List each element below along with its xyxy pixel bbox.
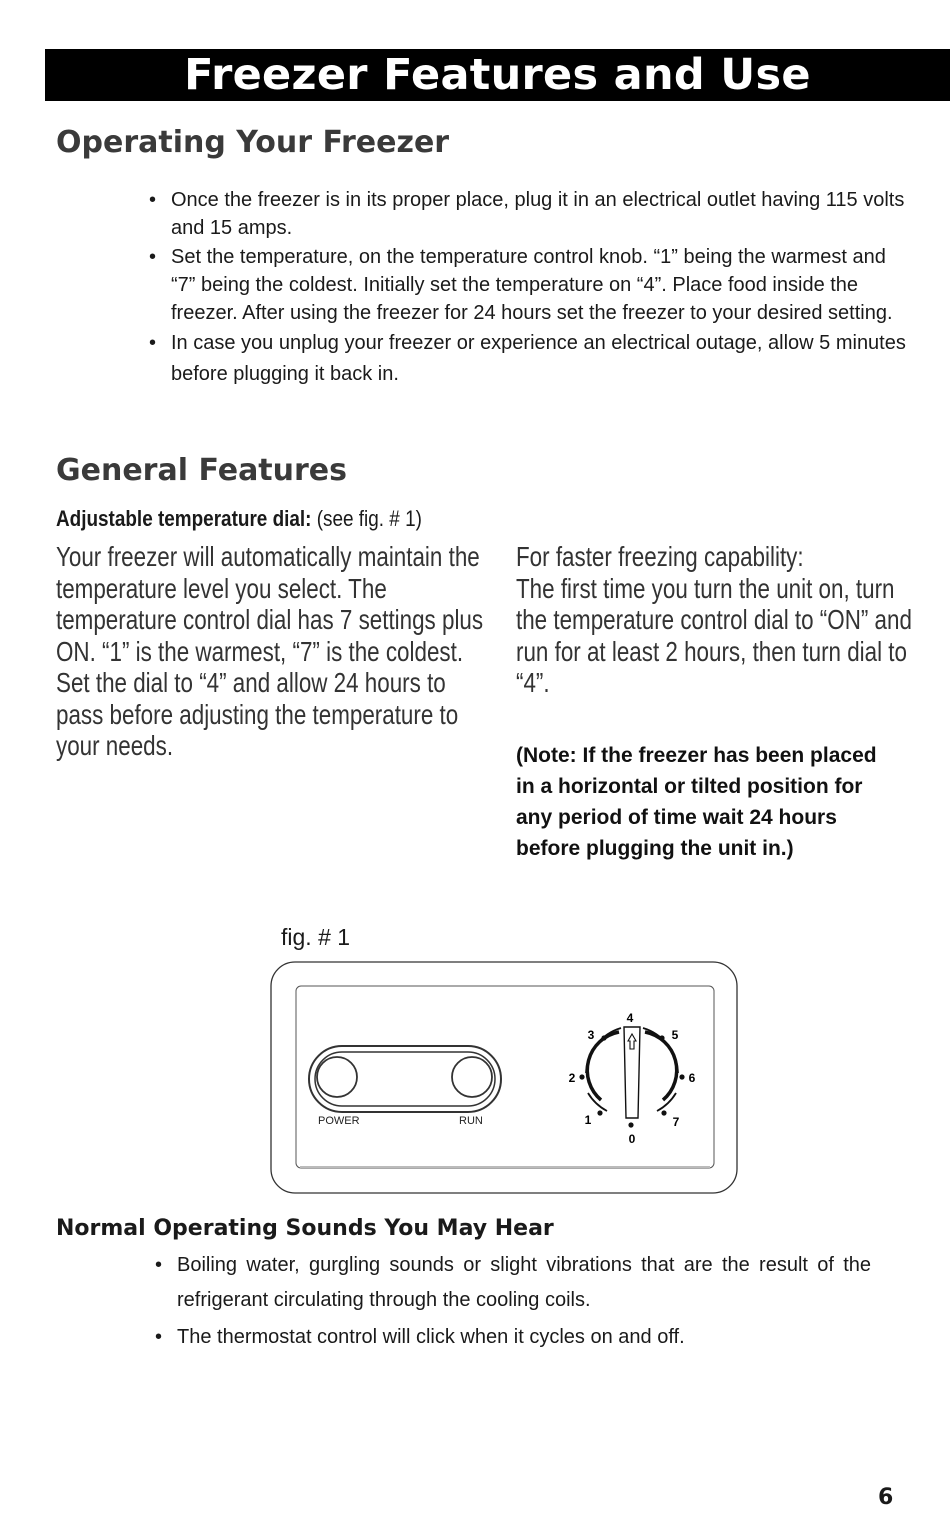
dial-subheading xyxy=(56,505,422,533)
list-item: • The thermostat control will click when it cycles on and off. xyxy=(153,1320,871,1355)
run-label: RUN xyxy=(459,1115,483,1127)
control-panel-illustration xyxy=(270,961,738,1194)
dial-description: Your freezer will automatically maintain the temperature level you select. The temperature control dial has 7 settings plus ON. “1” is the warmest, “7” is the coldest. Set the dial to “4” and allow 24 hours to pass before adjusting the temperature to your needs. xyxy=(56,541,484,761)
list-item: • Once the freezer is in its proper place, plug it in an electrical outlet having 115 volts and 15 amps. xyxy=(147,186,907,242)
dial-number: 3 xyxy=(587,1028,595,1042)
general-features-heading: General Features xyxy=(56,453,348,488)
power-label: POWER xyxy=(318,1115,360,1127)
dial-number: 1 xyxy=(584,1113,592,1127)
dial-number: 4 xyxy=(626,1011,634,1025)
dial-number: 5 xyxy=(671,1028,679,1042)
power-light-icon xyxy=(317,1057,357,1097)
dial-subheading-bold: Adjustable temperature dial: xyxy=(56,506,312,531)
list-item: • Set the temperature, on the temperature control knob. “1” being the warmest and “7” being the coldest. Initially set the temperature on “4”. Place food inside the freezer. After using the freezer for 24 hours set the freezer to your desired setting. xyxy=(147,243,907,327)
page-title: Freezer Features and Use xyxy=(184,50,811,100)
tilt-note: (Note: If the freezer has been placed in a horizontal or tilted position for any period of time wait 24 hours before plugging the unit in.) xyxy=(516,744,877,860)
dial-number: 2 xyxy=(568,1071,576,1085)
list-item: • In case you unplug your freezer or experience an electrical outage, allow 5 minutes before plugging it back in. xyxy=(147,328,907,390)
dial-number: 7 xyxy=(672,1115,680,1129)
fast-freeze-instructions: The first time you turn the unit on, turn the temperature control dial to “ON” and run for at least 2 hours, then turn dial to “4”. xyxy=(516,572,912,698)
figure-caption: fig. # 1 xyxy=(281,924,351,950)
dial-number: 6 xyxy=(688,1071,696,1085)
fast-freeze-description xyxy=(516,541,924,699)
operating-heading: Operating Your Freezer xyxy=(56,125,450,160)
temperature-dial xyxy=(569,1011,696,1146)
page-number: 6 xyxy=(878,1485,894,1510)
dial-subheading-ref: (see fig. # 1) xyxy=(311,506,422,531)
dial-number: 0 xyxy=(628,1132,636,1146)
sounds-heading: Normal Operating Sounds You May Hear xyxy=(56,1216,554,1241)
sounds-list xyxy=(153,1248,871,1357)
operating-list xyxy=(147,186,907,391)
title-banner xyxy=(45,49,950,101)
run-light-icon xyxy=(452,1057,492,1097)
list-item: • Boiling water, gurgling sounds or slight vibrations that are the result of the refrigerant circulating through the cooling coils. xyxy=(153,1248,871,1318)
fast-freeze-intro: For faster freezing capability: xyxy=(516,541,804,572)
